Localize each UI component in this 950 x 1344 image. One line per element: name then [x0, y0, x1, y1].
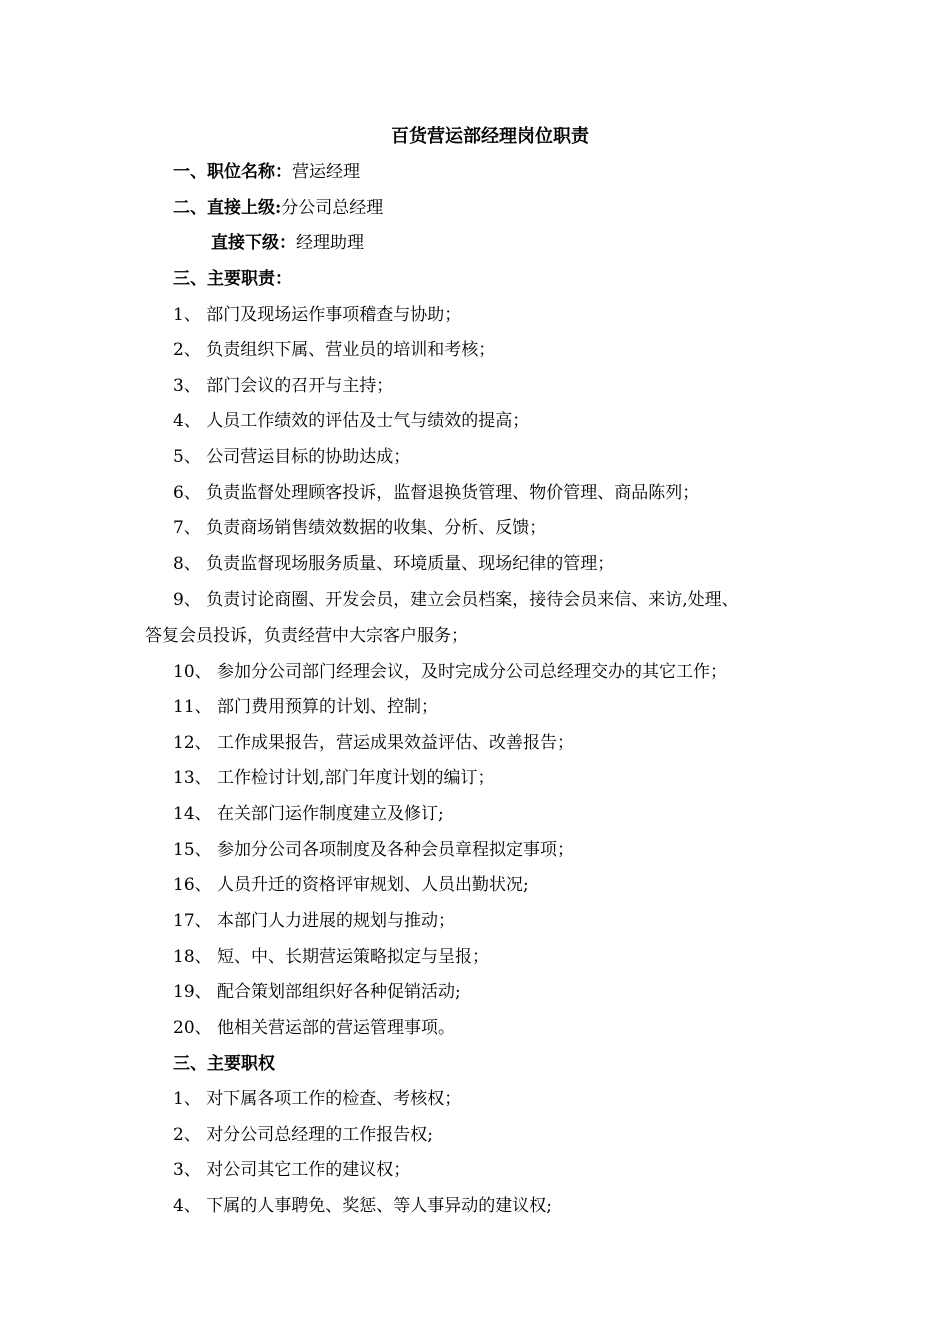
duty-item [173, 480, 699, 506]
duty-number: 14、 [173, 804, 212, 824]
power-item [173, 1157, 410, 1183]
duty-text: 参加分公司各项制度及各种会员章程拟定事项； [217, 840, 575, 860]
document-title: 百货营运部经理岗位职责 [391, 126, 589, 147]
duty-text: 配合策划部组织好各种促销活动; [217, 982, 461, 1002]
power-text: 对下属各项工作的检查、考核权； [206, 1089, 462, 1109]
duty-number: 15、 [173, 840, 212, 860]
position-value: 营运经理 [292, 162, 360, 182]
duty-text: 部门及现场运作事项稽查与协助； [206, 305, 462, 325]
duty-text: 负责组织下属、营业员的培训和考核； [206, 340, 496, 360]
duty-item [173, 944, 489, 970]
power-number: 4、 [173, 1196, 201, 1216]
duty-number: 4、 [173, 411, 201, 431]
duty-number: 11、 [173, 697, 212, 717]
superior-row [173, 195, 383, 221]
duty-item [173, 408, 529, 434]
duty-number: 10、 [173, 662, 212, 682]
duty-text: 负责商场销售绩效数据的收集、分析、反馈； [206, 518, 547, 538]
duty-item [173, 373, 393, 399]
duty-text: 公司营运目标的协助达成； [206, 447, 411, 467]
duty-text: 参加分公司部门经理会议，及时完成分公司总经理交办的其它工作； [217, 662, 728, 682]
duty-item [173, 659, 727, 685]
position-row [173, 159, 360, 185]
duty-item [173, 765, 494, 791]
duty-number: 1、 [173, 305, 201, 325]
duty-item [173, 444, 410, 470]
duty-number: 9、 [173, 590, 201, 610]
duty-item-continuation: 答复会员投诉，负责经营中大宗客户服务； [145, 626, 468, 646]
duty-number: 8、 [173, 554, 201, 574]
duty-number: 6、 [173, 483, 201, 503]
duty-number: 12、 [173, 733, 212, 753]
superior-value: 分公司总经理 [281, 198, 384, 218]
duty-number: 17、 [173, 911, 212, 931]
duty-number: 18、 [173, 947, 212, 967]
power-item [173, 1086, 461, 1112]
duty-item [173, 302, 461, 328]
duty-item [173, 1015, 455, 1041]
power-text: 对分公司总经理的工作报告权; [206, 1125, 433, 1145]
duty-number: 3、 [173, 376, 201, 396]
duty-text: 部门会议的召开与主持； [206, 376, 394, 396]
superior-label: 二、直接上级: [173, 198, 282, 218]
duty-number: 19、 [173, 982, 212, 1002]
duty-text: 负责监督处理顾客投诉，监督退换货管理、物价管理、商品陈列； [206, 483, 700, 503]
duty-text: 人员工作绩效的评估及士气与绩效的提高； [206, 411, 530, 431]
duty-number: 20、 [173, 1018, 212, 1038]
duty-item [173, 908, 455, 934]
duty-text: 负责监督现场服务质量、环境质量、现场纪律的管理； [206, 554, 615, 574]
duty-text: 短、中、长期营运策略拟定与呈报； [217, 947, 490, 967]
duty-number: 13、 [173, 768, 212, 788]
duty-item [173, 515, 546, 541]
duty-text: 部门费用预算的计划、控制； [217, 697, 439, 717]
duty-item [173, 337, 495, 363]
duty-item [173, 551, 614, 577]
duty-item [173, 872, 529, 898]
power-text: 对公司其它工作的建议权； [206, 1160, 411, 1180]
power-text: 下属的人事聘免、奖惩、等人事异动的建议权; [206, 1196, 552, 1216]
duty-item [173, 730, 574, 756]
power-number: 1、 [173, 1089, 201, 1109]
duty-number: 7、 [173, 518, 201, 538]
power-number: 2、 [173, 1125, 201, 1145]
subordinate-label: 直接下级： [211, 233, 296, 253]
subordinate-row [211, 230, 364, 256]
duty-item [173, 801, 444, 827]
duty-number: 5、 [173, 447, 201, 467]
duty-text: 他相关营运部的营运管理事项。 [217, 1018, 456, 1038]
subordinate-value: 经理助理 [296, 233, 364, 253]
position-label: 一、职位名称： [173, 162, 292, 182]
duty-item [173, 587, 739, 613]
duty-text: 本部门人力进展的规划与推动； [217, 911, 456, 931]
power-item [173, 1193, 552, 1219]
duty-text: 在关部门运作制度建立及修订; [217, 804, 444, 824]
duty-number: 16、 [173, 875, 212, 895]
duty-number: 2、 [173, 340, 201, 360]
duty-item [173, 837, 574, 863]
duty-text: 工作检讨计划,部门年度计划的编订； [217, 768, 495, 788]
power-number: 3、 [173, 1160, 201, 1180]
duty-item [173, 979, 461, 1005]
powers-heading: 三、主要职权 [173, 1054, 275, 1074]
duty-text: 工作成果报告，营运成果效益评估、改善报告； [217, 733, 575, 753]
duty-item [173, 694, 438, 720]
power-item [173, 1122, 433, 1148]
duty-text: 负责讨论商圈、开发会员，建立会员档案，接待会员来信、来访,处理、 [206, 590, 739, 610]
duty-text: 人员升迁的资格评审规划、人员出勤状况; [217, 875, 529, 895]
duties-heading: 三、主要职责： [173, 269, 292, 289]
